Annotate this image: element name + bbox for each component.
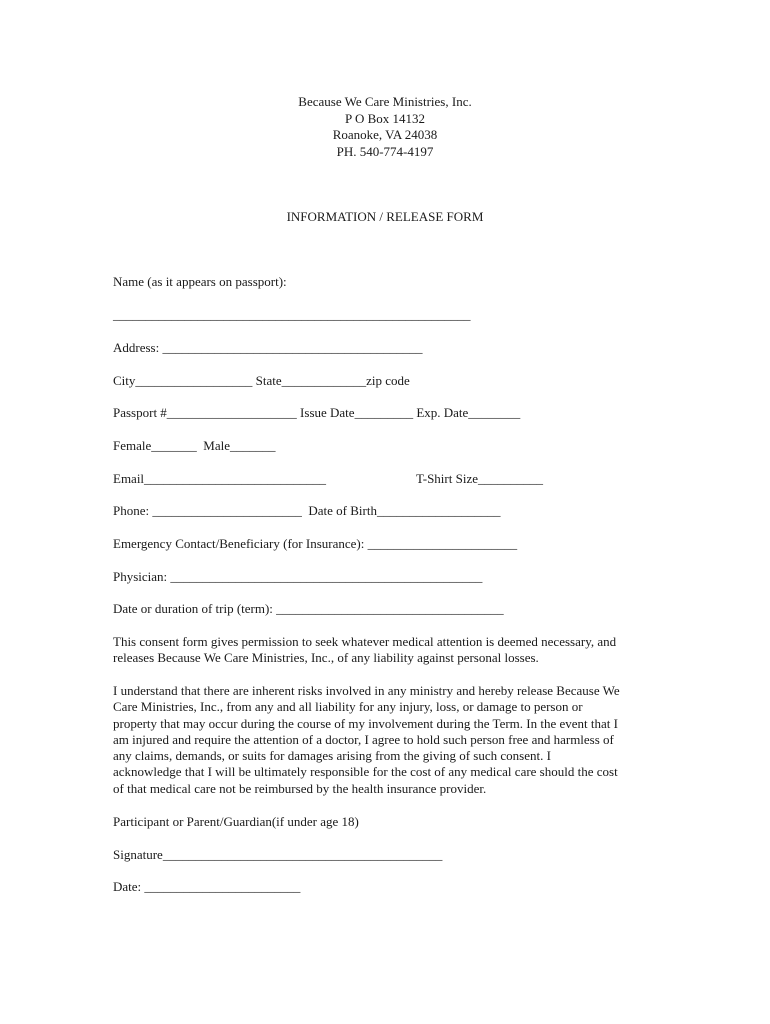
date-field[interactable]: Date: ________________________ <box>113 879 301 894</box>
emergency-contact-field[interactable]: Emergency Contact/Beneficiary (for Insurance): _______________________ <box>113 536 518 551</box>
po-box: P O Box 14132 <box>344 110 426 126</box>
org-phone: PH. 540-774-4197 <box>336 143 434 159</box>
trip-duration-field[interactable]: Date or duration of trip (term): ___________________________________ <box>113 601 504 616</box>
gender-field[interactable]: Female_______ Male_______ <box>113 438 276 453</box>
name-field[interactable]: _______________________________________________________ <box>113 307 471 322</box>
letterhead <box>0 94 770 160</box>
form-title: INFORMATION / RELEASE FORM <box>286 209 484 224</box>
participant-label: Participant or Parent/Guardian(if under age 18) <box>113 814 359 829</box>
risk-paragraph: I understand that there are inherent risks involved in any ministry and hereby release Because We Care Ministries, Inc., from any and all liability for any injury, loss, or damage to person or property that may occur during the course of my involvement during the Term. In the event that I am injured and require the attention of a doctor, I agree to hold such person free and harmless of any claims, demands, or suits for damages arising from the giving of such consent. I acknowledge that I will be ultimately responsible for the cost of any medical care should the cost of that medical care not be reimbursed by the health insurance provider. <box>113 683 620 796</box>
physician-field[interactable]: Physician: ________________________________________________ <box>113 569 483 584</box>
name-label: Name (as it appears on passport): <box>113 274 287 289</box>
signature-field[interactable]: Signature___________________________________________ <box>113 847 443 862</box>
consent-paragraph: This consent form gives permission to seek whatever medical attention is deemed necessary, and releases Because We Care Ministries, Inc., of any liability against personal losses. <box>113 634 617 666</box>
org-name: Because We Care Ministries, Inc. <box>298 94 472 109</box>
phone-dob-field[interactable]: Phone: _______________________ Date of Birth___________________ <box>113 503 501 518</box>
tshirt-size-field[interactable]: T-Shirt Size__________ <box>416 471 543 486</box>
address-field[interactable]: Address: ________________________________________ <box>113 340 423 355</box>
email-field[interactable]: Email____________________________ <box>113 471 327 486</box>
passport-field[interactable]: Passport #____________________ Issue Date_________ Exp. Date________ <box>113 405 521 420</box>
city-state-zip-field[interactable]: City__________________ State_____________zip code <box>113 373 410 388</box>
city-state: Roanoke, VA 24038 <box>332 127 438 142</box>
